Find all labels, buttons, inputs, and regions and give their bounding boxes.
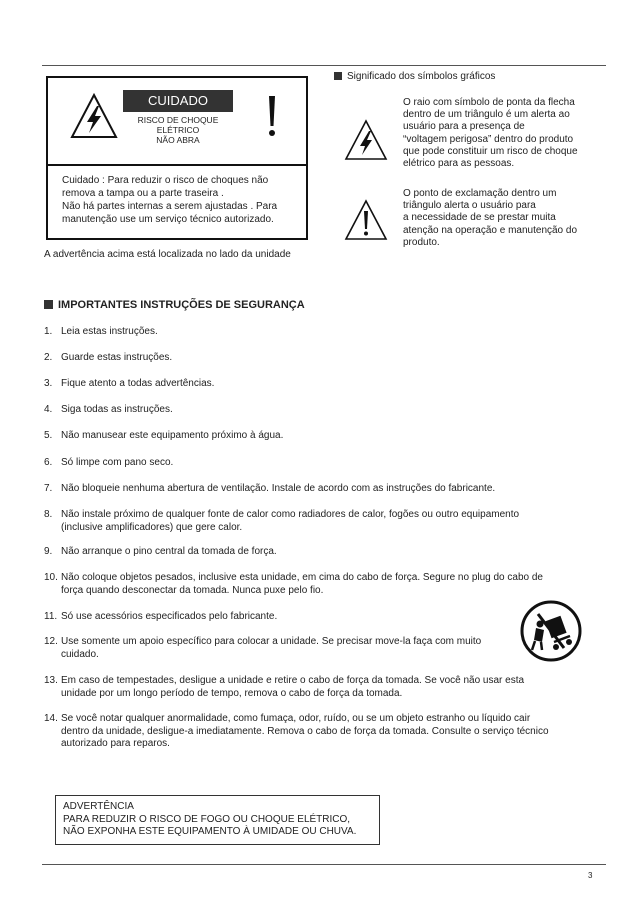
safety-heading-text: IMPORTANTES INSTRUÇÕES DE SEGURANÇA bbox=[58, 299, 305, 311]
item-text bbox=[61, 352, 591, 365]
item-line: (inclusive amplificadores) que gere calor. bbox=[61, 521, 243, 533]
item-line: autorizado para reparos. bbox=[61, 738, 170, 749]
item-number: 7. bbox=[44, 483, 53, 494]
warning-line: PARA REDUZIR O RISCO DE FOGO OU CHOQUE ELÉTRICO, bbox=[63, 813, 351, 825]
caution-line: manutenção use um serviço técnico autorizado. bbox=[62, 214, 274, 225]
item-number: 5. bbox=[44, 430, 53, 441]
bottom-rule bbox=[42, 864, 606, 865]
item-text bbox=[61, 546, 591, 559]
lightning-triangle-icon bbox=[344, 118, 388, 162]
exclamation-line: triângulo alerta o usuário para bbox=[403, 200, 536, 212]
item-text bbox=[61, 636, 591, 661]
item-number: 13. bbox=[44, 675, 58, 686]
caution-line: Cuidado : Para reduzir o risco de choques não bbox=[62, 175, 269, 186]
item-text bbox=[61, 572, 591, 597]
item-number: 6. bbox=[44, 457, 53, 468]
cart-tip-over-icon bbox=[520, 600, 582, 662]
caution-line: Não há partes internas a serem ajustadas . Para bbox=[62, 201, 278, 212]
caution-divider bbox=[48, 164, 306, 166]
caution-box bbox=[46, 76, 308, 240]
lightning-line: “voltagem perigosa” dentro do produto bbox=[403, 133, 574, 145]
bullet-square-icon bbox=[334, 72, 342, 80]
caution-line: remova a tampa ou a parte traseira . bbox=[62, 188, 224, 199]
lightning-line: elétrico para as pessoas. bbox=[403, 158, 515, 170]
safety-heading bbox=[44, 299, 305, 311]
item-line: unidade por um longo período de tempo, remova o cabo de força da tomada. bbox=[61, 687, 403, 699]
item-line: Só use acessórios especificados pelo fabricante. bbox=[61, 611, 278, 622]
exclamation-line: atenção na operação e manutenção do bbox=[403, 224, 578, 236]
top-rule bbox=[42, 65, 606, 66]
symbols-heading-text: Significado dos símbolos gráficos bbox=[347, 71, 496, 82]
item-text bbox=[61, 611, 591, 624]
item-line: Só limpe com pano seco. bbox=[61, 457, 174, 468]
item-number: 12. bbox=[44, 636, 58, 647]
exclamation-line: produto. bbox=[403, 236, 440, 248]
item-line: Não bloqueie nenhuma abertura de ventilação. Instale de acordo com as instruções do fabricante. bbox=[61, 483, 496, 494]
page-number: 3 bbox=[588, 871, 593, 880]
item-line: Não manusear este equipamento próximo à água. bbox=[61, 430, 284, 441]
location-note: A advertência acima está localizada no lado da unidade bbox=[44, 249, 291, 260]
item-line: Não coloque objetos pesados, inclusive esta unidade, em cima do cabo de força. Segure no plug do cabo de bbox=[61, 572, 543, 583]
item-text bbox=[61, 457, 591, 470]
item-line: cuidado. bbox=[61, 648, 99, 660]
item-text bbox=[61, 378, 591, 391]
symbols-heading bbox=[334, 71, 495, 82]
item-text bbox=[61, 404, 591, 417]
caution-text bbox=[62, 174, 302, 226]
item-number: 11. bbox=[44, 611, 58, 622]
item-text bbox=[61, 509, 591, 534]
lightning-triangle-icon bbox=[70, 92, 118, 140]
item-number: 10. bbox=[44, 572, 58, 583]
item-line: força quando desconectar da tomada. Nunca puxe pelo fio. bbox=[61, 584, 324, 596]
warning-box bbox=[55, 795, 380, 845]
item-text bbox=[61, 430, 591, 443]
item-number: 4. bbox=[44, 404, 53, 415]
item-number: 8. bbox=[44, 509, 53, 520]
risk-line: NÃO ABRA bbox=[156, 135, 200, 145]
item-line: Guarde estas instruções. bbox=[61, 352, 173, 363]
risk-line: RISCO DE CHOQUE bbox=[137, 115, 219, 125]
item-text bbox=[61, 713, 591, 751]
item-number: 1. bbox=[44, 326, 53, 337]
lightning-line: O raio com símbolo de ponta da flecha bbox=[403, 97, 575, 108]
risk-line: ELÉTRICO bbox=[156, 125, 200, 135]
item-line: dentro da unidade, desligue-a imediatamente. Remova o cabo de força da tomada. Consulte o serviço técnico bbox=[61, 725, 549, 737]
risk-text bbox=[123, 115, 233, 145]
bullet-square-icon bbox=[44, 300, 53, 309]
lightning-description bbox=[403, 97, 603, 170]
warning-line: ADVERTÊNCIA bbox=[63, 801, 134, 812]
item-line: Não instale próximo de qualquer fonte de calor como radiadores de calor, fogões ou outro equipamento bbox=[61, 509, 520, 520]
item-number: 3. bbox=[44, 378, 53, 389]
warning-line: NÃO EXPONHA ESTE EQUIPAMENTO À UMIDADE OU CHUVA. bbox=[63, 826, 357, 837]
item-line: Fique atento a todas advertências. bbox=[61, 378, 215, 389]
exclamation-mark-icon bbox=[248, 92, 296, 140]
item-number: 14. bbox=[44, 713, 58, 724]
item-line: Se você notar qualquer anormalidade, como fumaça, odor, ruído, ou se um objeto estranho ou líquido cair bbox=[61, 713, 531, 724]
exclamation-triangle-icon bbox=[344, 198, 388, 242]
item-line: Não arranque o pino central da tomada de força. bbox=[61, 546, 277, 557]
item-line: Siga todas as instruções. bbox=[61, 404, 173, 415]
item-line: Use somente um apoio específico para colocar a unidade. Se precisar move-la faça com muito bbox=[61, 636, 482, 647]
item-text bbox=[61, 675, 591, 700]
item-text bbox=[61, 326, 591, 339]
exclamation-line: a necessidade de se prestar muita bbox=[403, 212, 556, 224]
item-text bbox=[61, 483, 591, 496]
lightning-line: dentro de um triângulo é um alerta ao bbox=[403, 109, 570, 121]
exclamation-description bbox=[403, 188, 603, 249]
item-line: Em caso de tempestades, desligue a unidade e retire o cabo de força da tomada. Se você não usar esta bbox=[61, 675, 525, 686]
item-number: 2. bbox=[44, 352, 53, 363]
lightning-line: que pode constituir um risco de choque bbox=[403, 145, 578, 157]
item-number: 9. bbox=[44, 546, 53, 557]
item-line: Leia estas instruções. bbox=[61, 326, 158, 337]
cuidado-label: CUIDADO bbox=[123, 90, 233, 112]
exclamation-line: O ponto de exclamação dentro um bbox=[403, 188, 557, 199]
lightning-line: usuário para a presença de bbox=[403, 121, 525, 133]
